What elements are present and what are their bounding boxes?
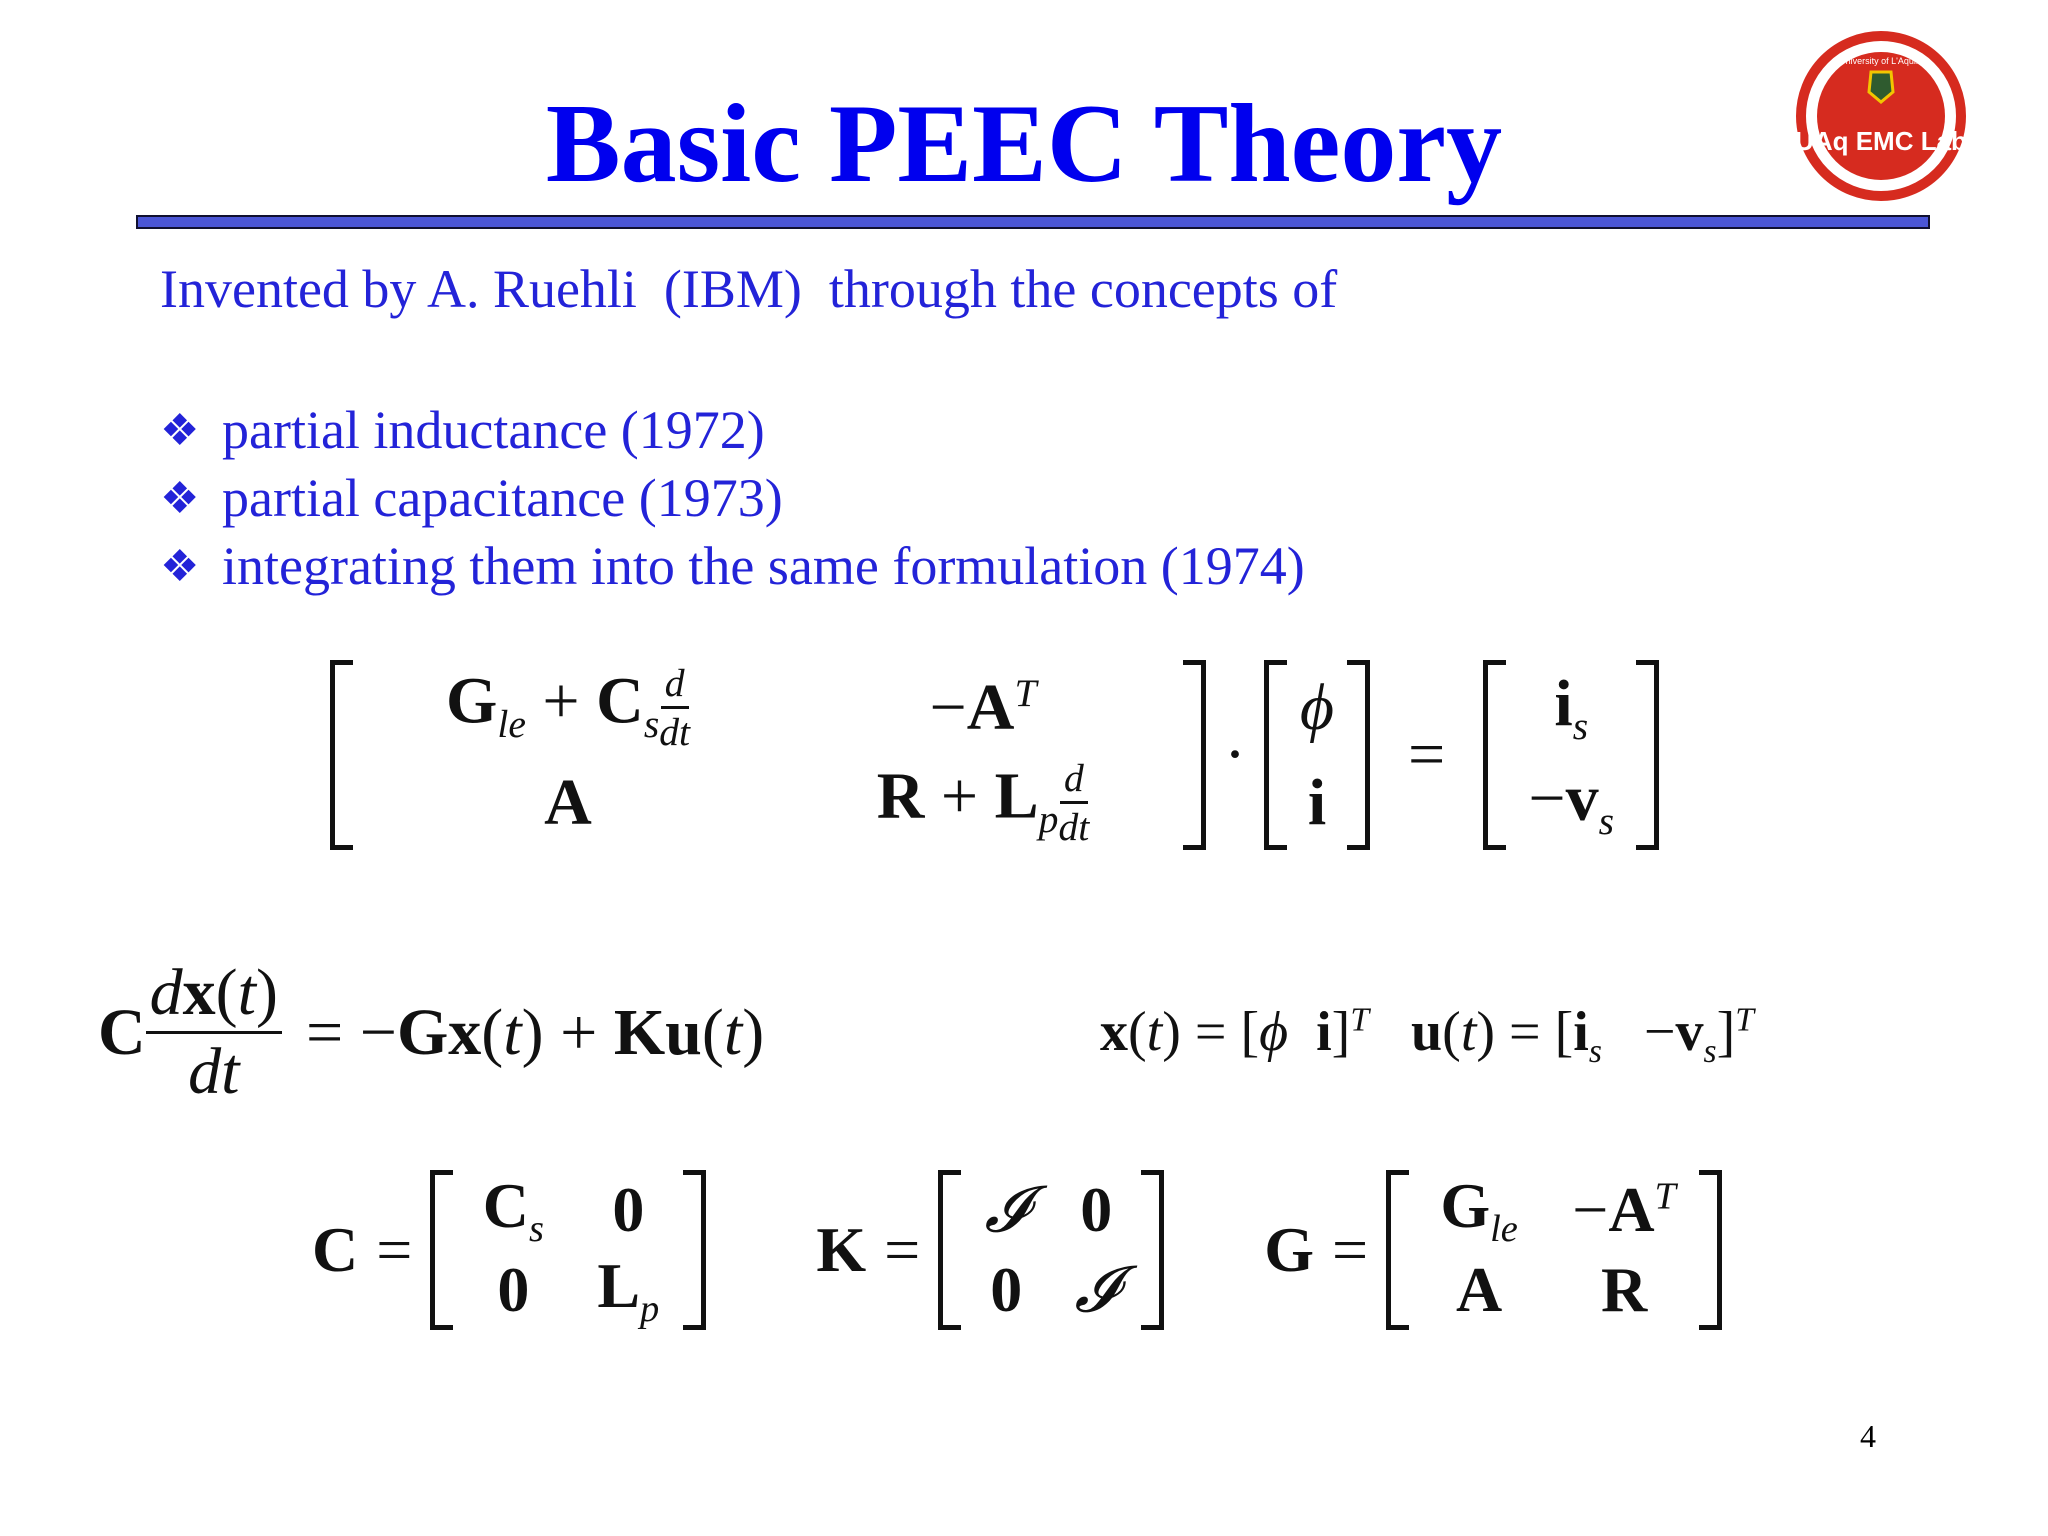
logo-top-text: University of L'Aquila — [1839, 56, 1923, 66]
logo-text: UAq EMC Lab — [1795, 126, 1967, 156]
diamond-bullet-icon: ❖ — [160, 473, 200, 523]
slide-title: Basic PEEC Theory — [545, 82, 1503, 206]
list-item — [160, 396, 1305, 464]
bullet-text: integrating them into the same formulation (1974) — [222, 536, 1305, 596]
bullet-text: partial inductance (1972) — [222, 400, 765, 460]
matrix-definitions: C = $C_s$ 0 0 $L_p$ K = 𝓘 0 0 𝓘 G = $G_{le}$ $-A^T$ A R — [312, 1170, 1722, 1330]
title-rule — [136, 215, 1930, 229]
state-vector-definitions: x(t) = [ϕ i]$^T$ $u(t) = [i_s -v_s]^T$ — [1100, 1001, 1754, 1071]
bullet-text: partial capacitance (1973) — [222, 468, 783, 528]
page-number: 4 — [1860, 1418, 1876, 1454]
lab-logo — [1795, 30, 1967, 202]
mna-system-equation: $G_{le} + C_s$ $\frac{d}{dt}$ $-A^T$ A $R + L_p$ $\frac{d}{dt}$ · ϕ i = $i_s$ $-v_s$ — [330, 660, 1659, 850]
diamond-bullet-icon: ❖ — [160, 405, 200, 455]
bullet-list — [160, 396, 1305, 600]
intro-text: Invented by A. Ruehli (IBM) through the concepts of — [160, 259, 1338, 319]
list-item — [160, 532, 1305, 600]
diamond-bullet-icon: ❖ — [160, 541, 200, 591]
list-item — [160, 464, 1305, 532]
descriptor-equation: C $\frac{dx(t)}{dt}$ = −Gx(t) + Ku(t) — [98, 956, 765, 1108]
